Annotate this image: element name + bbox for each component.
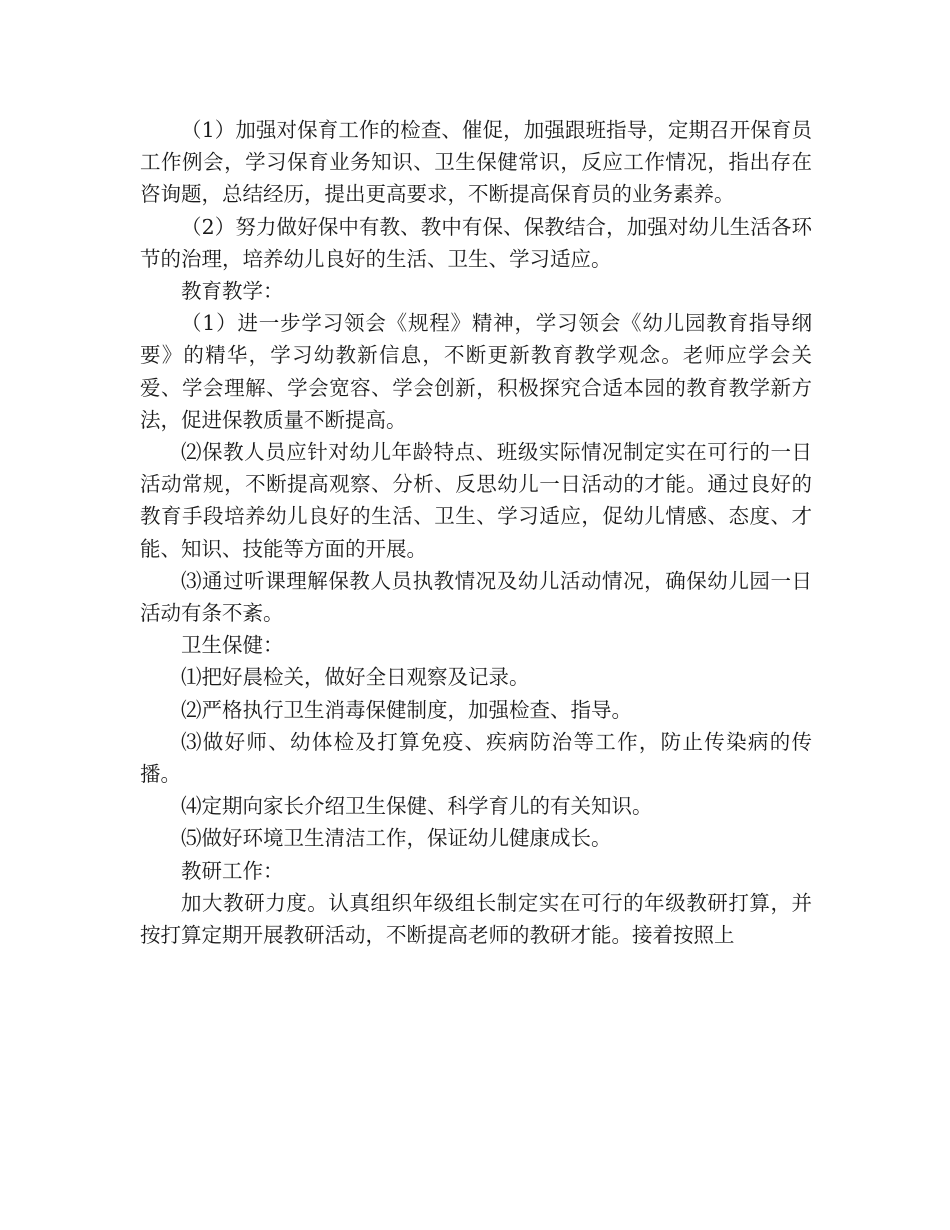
paragraph-research-plan: 加大教研力度。认真组织年级组长制定实在可行的年级教研打算，并按打算定期开展教研活动，不断提高老师的教研才能。接着按照上	[140, 890, 812, 948]
heading-teaching-research: 教研工作：	[181, 858, 284, 883]
paragraph-childcare-inspection: （1）加强对保育工作的检查、催促，加强跟班指导，定期召开保育员工作例会，学习保育业务知识、卫生保健常识，反应工作情况，指出存在咨询题，总结经历，提出更高要求，不断提高保育员的业务素养。	[140, 118, 812, 207]
paragraph-study-regulations: （1）进一步学习领会《规程》精神，学习领会《幼儿园教育指导纲要》的精华，学习幼教新信息，不断更新教育教学观念。老师应学会关爱、学会理解、学会宽容、学会创新，积极探究合适本园的教育教学新方法，促进保教质量不断提高。	[140, 311, 812, 432]
paragraph-morning-check: ⑴把好晨检关，做好全日观察及记录。	[181, 665, 530, 690]
paragraph-environment-cleaning: ⑸做好环境卫生清洁工作，保证幼儿健康成长。	[181, 826, 612, 851]
paragraph-care-education-combined: （2）努力做好保中有教、教中有保、保教结合，加强对幼儿生活各环节的治理，培养幼儿良好的生活、卫生、学习适应。	[140, 214, 812, 271]
heading-education-teaching: 教育教学：	[181, 279, 284, 304]
heading-health-care: 卫生保健：	[181, 633, 284, 658]
paragraph-lesson-observation: ⑶通过听课理解保教人员执教情况及幼儿活动情况，确保幼儿园一日活动有条不紊。	[140, 568, 812, 626]
paragraph-daily-routine: ⑵保教人员应针对幼儿年龄特点、班级实际情况制定实在可行的一日活动常规，不断提高观察、分析、反思幼儿一日活动的才能。通过良好的教育手段培养幼儿良好的生活、卫生、学习适应，促幼儿情感、态度、才能、知识、技能等方面的开展。	[140, 440, 812, 561]
paragraph-disinfection: ⑵严格执行卫生消毒保健制度，加强检查、指导。	[181, 697, 632, 722]
paragraph-parent-knowledge: ⑷定期向家长介绍卫生保健、科学育儿的有关知识。	[181, 794, 653, 819]
document-page	[140, 114, 812, 951]
paragraph-physical-exam: ⑶做好师、幼体检及打算免疫、疾病防治等工作，防止传染病的传播。	[140, 729, 812, 787]
